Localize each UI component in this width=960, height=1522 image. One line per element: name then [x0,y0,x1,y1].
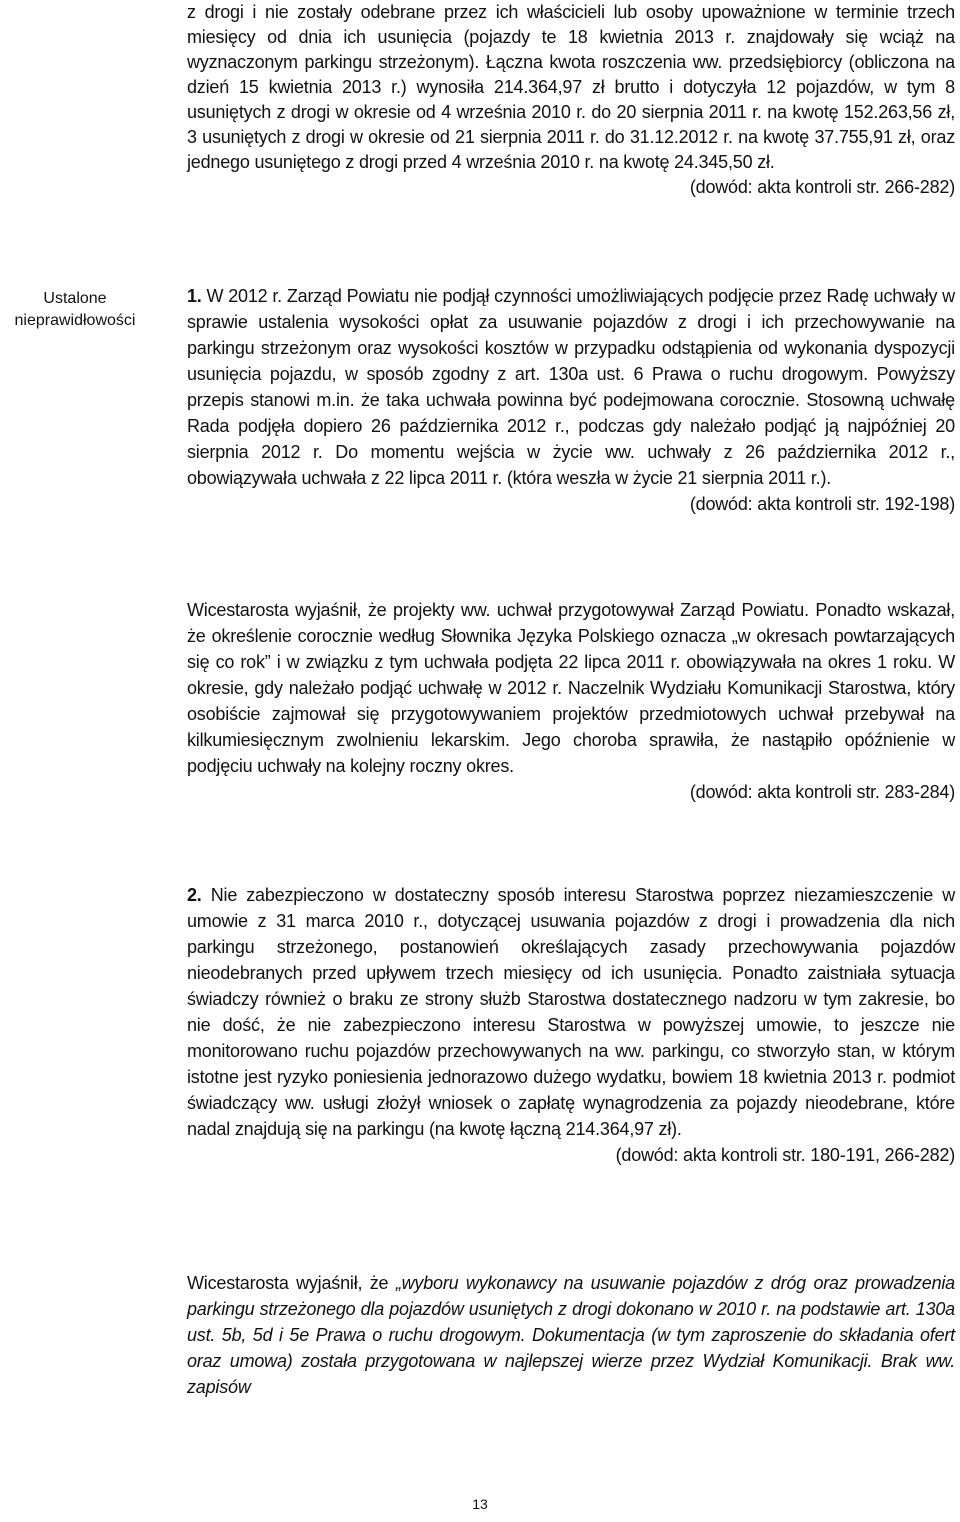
explanation-1-citation: (dowód: akta kontroli str. 283-284) [689,782,955,802]
explanation-2-block [187,1270,955,1400]
finding-2-citation: (dowód: akta kontroli str. 180-191, 266-282) [615,1145,955,1165]
explanation-1-block [187,597,955,805]
finding-2-text: Nie zabezpieczono w dostateczny sposób interesu Starostwa poprzez niezamieszczenie w umowie z 31 marca 2010 r., dotyczącej usuwania pojazdów z drogi i prowadzenia dla nich parkingu strzeżonego, postanowień określających zasady przechowywania pojazdów nieodebranych przed upływem trzech miesięcy od ich usunięcia. Ponadto zaistniała sytuacja świadczy również o braku ze strony służb Starostwa dostatecznego nadzoru w tym zakresie, bo nie dość, że nie zabezpieczono interesu Starostwa w powyższej umowie, to jeszcze nie monitorowano ruchu pojazdów przechowywanych na ww. parkingu, co stworzyło stan, w którym istotne jest ryzyko poniesienia jednorazowo dużego wydatku, bowiem 18 kwietnia 2013 r. podmiot świadczący ww. usługi złożył wniosek o zapłatę wynagrodzenia za pojazdy nieodebrane, które nadal znajdują się na parkingu (na kwotę łączną 214.364,97 zł). [187,885,955,1139]
explanation-1-paragraph: Wicestarosta wyjaśnił, że projekty ww. uchwał przygotowywał Zarząd Powiatu. Ponadto wskazał, że określenie corocznie według Słownika Języka Polskiego oznacza „w okresach powtarzających się co rok” i w związku z tym uchwała podjęta 22 lipca 2011 r. obowiązywała na okres 1 roku. W okresie, gdy należało podjąć uchwałę w 2012 r. Naczelnik Wydziału Komunikacji Starostwa, który osobiście zajmował się przygotowywaniem projektów przedmiotowych uchwał przebywał na kilkumiesięcznym zwolnieniu lekarskim. Jego choroba sprawiła, że nastąpiło opóźnienie w podjęciu uchwały na kolejny roczny okres. [187,600,955,776]
finding-1-number: 1. [187,286,202,306]
section-label-line2: nieprawidłowości [14,312,136,329]
finding-1-paragraph [187,283,955,491]
finding-1-citation: (dowód: akta kontroli str. 192-198) [689,494,955,514]
finding-1-text: W 2012 r. Zarząd Powiatu nie podjął czynności umożliwiających podjęcie przez Radę uchwały w sprawie ustalenia wysokości opłat za usuwanie pojazdów z drogi i ich przechowywanie na parkingu strzeżonym oraz wysokości kosztów w przypadku odstąpienia od wykonania dyspozycji usunięcia pojazdu, w sposób zgodny z art. 130a ust. 6 Prawa o ruchu drogowym. Powyższy przepis stanowi m.in. że taka uchwała powinna być podejmowana corocznie. Stosowną uchwałę Rada podjęła dopiero 26 października 2012 r., podczas gdy należało podjąć ją najpóźniej 20 sierpnia 2012 r. Do momentu wejścia w życie ww. uchwały z 26 października 2012 r., obowiązywała uchwała z 22 lipca 2011 r. (która weszła w życie 21 sierpnia 2011 r.). [187,286,955,488]
page-number: 13 [472,1496,488,1512]
explanation-2-lead: Wicestarosta wyjaśnił, że [187,1273,396,1293]
section-label-line1: Ustalone [43,290,107,307]
explanation-2-paragraph [187,1270,955,1400]
finding-2-paragraph [187,882,955,1142]
finding-1-block [187,283,955,517]
finding-2-number: 2. [187,885,202,905]
intro-paragraph-block [187,0,955,200]
intro-paragraph: z drogi i nie zostały odebrane przez ich właścicieli lub osoby upoważnione w terminie trzech miesięcy od dnia ich usunięcia (pojazdy te 18 kwietnia 2013 r. znajdowały się wciąż na wyznaczonym parkingu strzeżonym). Łączna kwota roszczenia ww. przedsiębiorcy (obliczona na dzień 15 kwietnia 2013 r.) wynosiła 214.364,97 zł brutto i dotyczyła 12 pojazdów, w tym 8 usuniętych z drogi w okresie od 4 września 2010 r. do 20 sierpnia 2011 r. na kwotę 152.263,56 zł, 3 usuniętych z drogi w okresie od 21 sierpnia 2011 r. do 31.12.2012 r. na kwotę 37.755,91 zł, oraz jednego usuniętego z drogi przed 4 września 2010 r. na kwotę 24.345,50 zł. [187,2,955,172]
section-label [0,288,150,332]
explanation-2-quote: „wyboru wykonawcy na usuwanie pojazdów z dróg oraz prowadzenia parkingu strzeżonego dla pojazdów usuniętych z drogi dokonano w 2010 r. na podstawie art. 130a ust. 5b, 5d i 5e Prawa o ruchu drogowym. Dokumentacja (w tym zaproszenie do składania ofert oraz umowa) została przygotowana w najlepszej wierze przez Wydział Komunikacji. Brak ww. zapisów [187,1273,955,1397]
intro-citation: (dowód: akta kontroli str. 266-282) [689,177,955,197]
finding-2-block [187,882,955,1168]
